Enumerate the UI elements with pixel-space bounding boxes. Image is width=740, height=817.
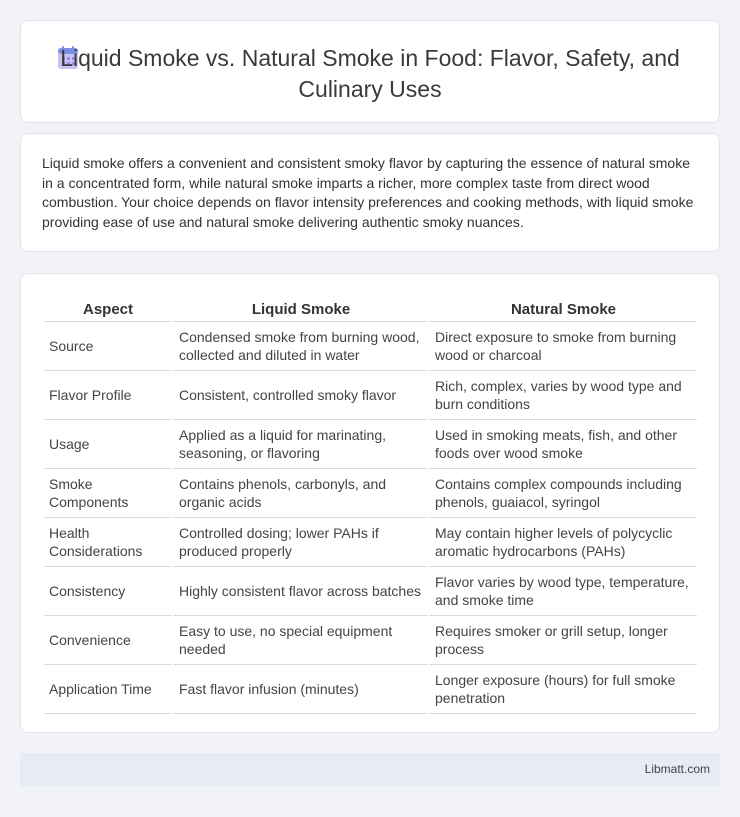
cell-liquid-smoke: Highly consistent flavor across batches <box>174 567 428 616</box>
cell-liquid-smoke: Easy to use, no special equipment needed <box>174 616 428 665</box>
table-row <box>44 469 697 518</box>
header-liquid-smoke: Liquid Smoke <box>174 296 428 322</box>
table-row <box>44 518 697 567</box>
footer <box>20 753 720 786</box>
header-natural-smoke: Natural Smoke <box>430 296 697 322</box>
intro-card <box>20 133 720 252</box>
table-row <box>44 371 697 420</box>
cell-aspect: Health Considerations <box>44 518 172 567</box>
cell-natural-smoke: May contain higher levels of polycyclic aromatic hydrocarbons (PAHs) <box>430 518 697 567</box>
cell-natural-smoke: Flavor varies by wood type, temperature, and smoke time <box>430 567 697 616</box>
table-row <box>44 665 697 714</box>
table-header-row <box>44 296 697 322</box>
table-row <box>44 616 697 665</box>
comparison-table <box>42 296 699 714</box>
cell-liquid-smoke: Applied as a liquid for marinating, seasoning, or flavoring <box>174 420 428 469</box>
cell-natural-smoke: Direct exposure to smoke from burning wood or charcoal <box>430 322 697 371</box>
cell-aspect: Consistency <box>44 567 172 616</box>
header-card <box>20 20 720 123</box>
page-title: Liquid Smoke vs. Natural Smoke in Food: Flavor, Safety, and Culinary Uses <box>60 45 680 102</box>
table-row <box>44 420 697 469</box>
cell-natural-smoke: Longer exposure (hours) for full smoke penetration <box>430 665 697 714</box>
cell-natural-smoke: Contains complex compounds including phenols, guaiacol, syringol <box>430 469 697 518</box>
footer-site-name: Libmatt.com <box>644 762 710 776</box>
cell-aspect: Usage <box>44 420 172 469</box>
cell-liquid-smoke: Contains phenols, carbonyls, and organic acids <box>174 469 428 518</box>
cell-natural-smoke: Rich, complex, varies by wood type and burn conditions <box>430 371 697 420</box>
cell-liquid-smoke: Fast flavor infusion (minutes) <box>174 665 428 714</box>
intro-paragraph: Liquid smoke offers a convenient and consistent smoky flavor by capturing the essence of natural smoke in a concentrated form, while natural smoke imparts a richer, more complex taste from direct wood combustion. Your choice depends on flavor intensity preferences and cooking methods, with liquid smoke providing ease of use and natural smoke delivering authentic smoky nuances. <box>42 155 694 230</box>
cell-aspect: Source <box>44 322 172 371</box>
comparison-table-card <box>20 273 720 733</box>
header-aspect: Aspect <box>44 296 172 322</box>
cell-liquid-smoke: Consistent, controlled smoky flavor <box>174 371 428 420</box>
cell-liquid-smoke: Condensed smoke from burning wood, collected and diluted in water <box>174 322 428 371</box>
cell-natural-smoke: Used in smoking meats, fish, and other foods over wood smoke <box>430 420 697 469</box>
cell-aspect: Convenience <box>44 616 172 665</box>
cell-aspect: Flavor Profile <box>44 371 172 420</box>
cell-natural-smoke: Requires smoker or grill setup, longer process <box>430 616 697 665</box>
table-row <box>44 322 697 371</box>
cell-aspect: Smoke Components <box>44 469 172 518</box>
cell-aspect: Application Time <box>44 665 172 714</box>
cell-liquid-smoke: Controlled dosing; lower PAHs if produced properly <box>174 518 428 567</box>
table-row <box>44 567 697 616</box>
